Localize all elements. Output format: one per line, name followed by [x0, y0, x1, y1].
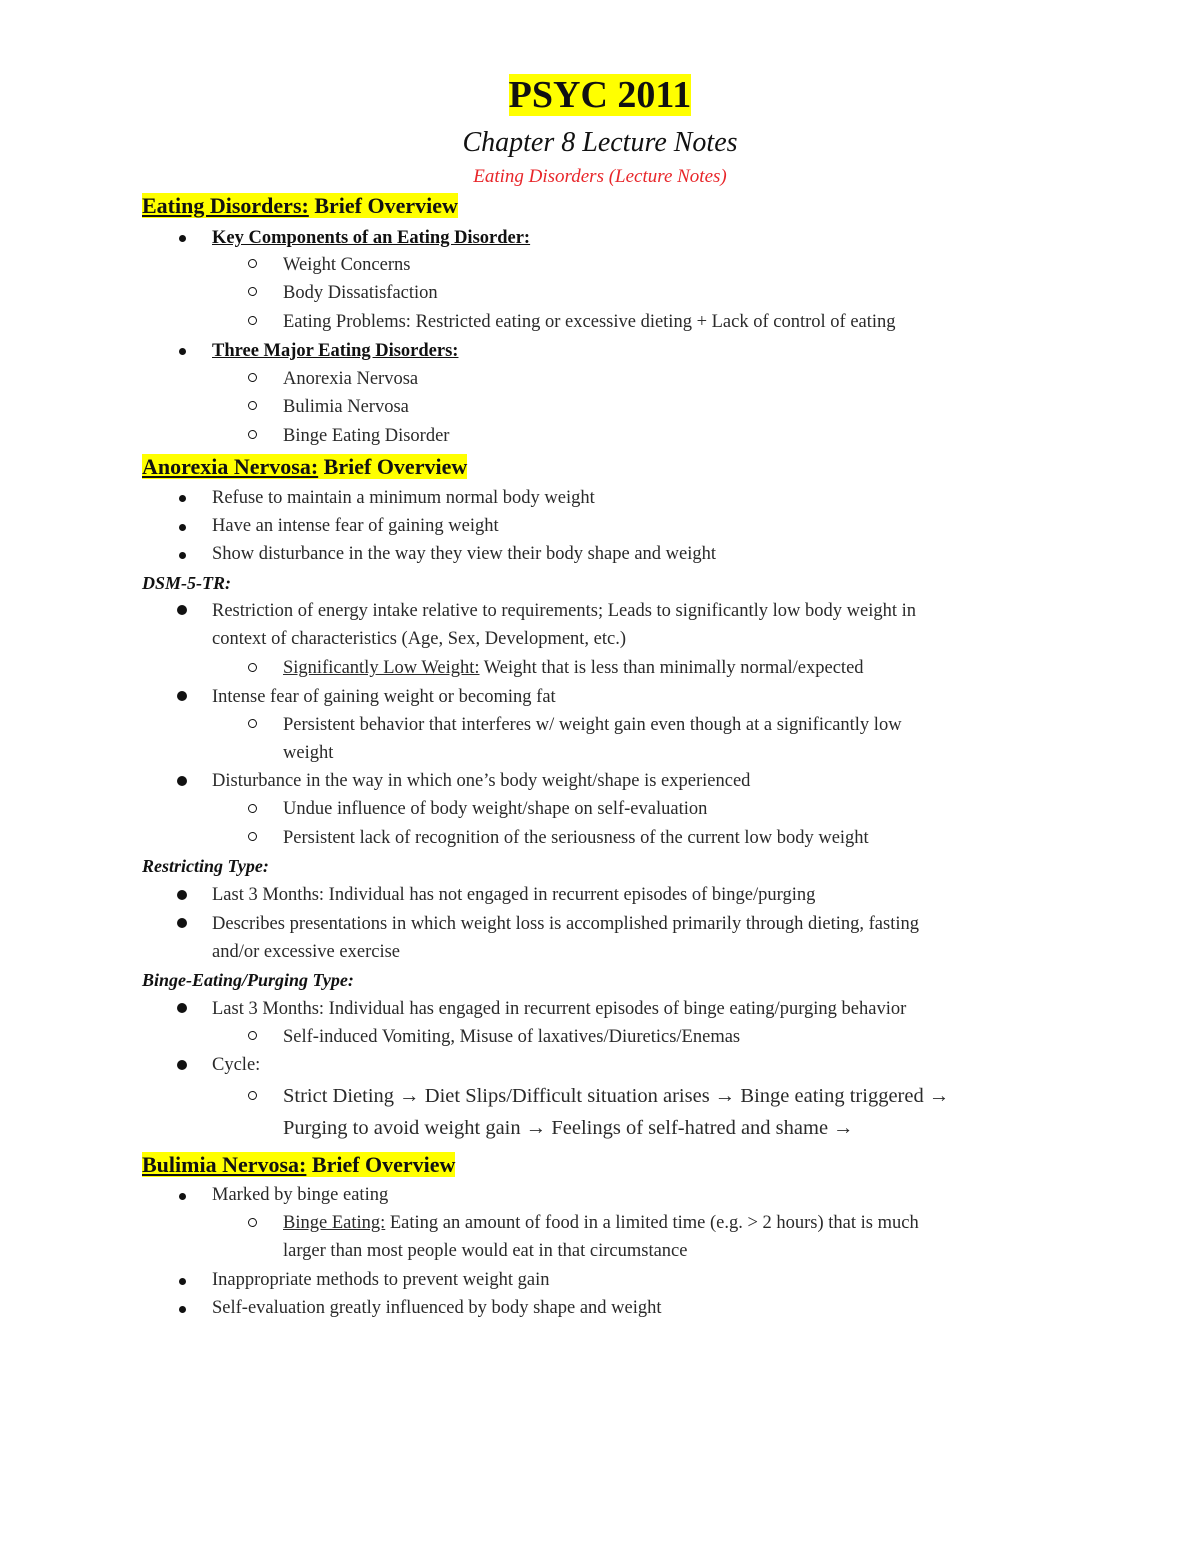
bullet-icon: [179, 1306, 186, 1313]
bullet-icon: [179, 552, 186, 559]
list-item: Eating Problems: Restricted eating or excessive dieting + Lack of control of eating: [283, 312, 896, 332]
list-item: Weight Concerns: [283, 255, 411, 275]
bullet-icon: [179, 235, 186, 242]
list-item: Persistent lack of recognition of the seriousness of the current low body weight: [283, 828, 869, 848]
list-item-continuation: context of characteristics (Age, Sex, Development, etc.): [212, 629, 627, 649]
circle-bullet-icon: [248, 719, 257, 728]
list-item: Persistent behavior that interferes w/ weight gain even though at a significantly low: [283, 715, 902, 735]
circle-bullet-icon: [248, 287, 257, 296]
bullet-icon: [177, 605, 187, 615]
list-item-continuation: weight: [283, 743, 334, 763]
list-item: Self-induced Vomiting, Misuse of laxatives/Diuretics/Enemas: [283, 1027, 741, 1047]
circle-bullet-icon: [248, 316, 257, 325]
list-item: Significantly Low Weight: Weight that is less than minimally normal/expected: [283, 658, 864, 678]
list-item: Disturbance in the way in which one’s body weight/shape is experienced: [212, 771, 751, 791]
page-title: PSYC 2011: [508, 74, 692, 116]
circle-bullet-icon: [248, 1218, 257, 1227]
list-item: Binge Eating: Eating an amount of food in a limited time (e.g. > 2 hours) that is much: [283, 1213, 919, 1233]
list-item: Intense fear of gaining weight or becoming fat: [212, 687, 556, 707]
list-item: Self-evaluation greatly influenced by body shape and weight: [212, 1298, 662, 1318]
subheading-dsm: DSM-5-TR:: [142, 573, 231, 593]
bullet-icon: [177, 691, 187, 701]
circle-bullet-icon: [248, 832, 257, 841]
bullet-icon: [179, 1193, 186, 1200]
bullet-icon: [179, 348, 186, 355]
list-item: Cycle:: [212, 1055, 261, 1075]
list-item: Have an intense fear of gaining weight: [212, 516, 499, 536]
circle-bullet-icon: [248, 259, 257, 268]
subheading-restricting-type: Restricting Type:: [142, 856, 269, 876]
circle-bullet-icon: [248, 373, 257, 382]
list-item: Marked by binge eating: [212, 1185, 389, 1205]
bullet-icon: [179, 1278, 186, 1285]
list-item: Last 3 Months: Individual has engaged in recurrent episodes of binge eating/purging behavior: [212, 999, 907, 1019]
list-item: Bulimia Nervosa: [283, 397, 409, 417]
list-item-continuation: and/or excessive exercise: [212, 942, 400, 962]
subheading-binge-purging-type: Binge-Eating/Purging Type:: [142, 970, 354, 990]
list-item: Three Major Eating Disorders:: [212, 341, 459, 361]
circle-bullet-icon: [248, 1031, 257, 1040]
circle-bullet-icon: [248, 401, 257, 410]
circle-bullet-icon: [248, 804, 257, 813]
section-heading-bulimia-nervosa: Bulimia Nervosa: Brief Overview: [142, 1152, 456, 1177]
list-item: Restriction of energy intake relative to requirements; Leads to significantly low body weight in: [212, 601, 917, 621]
circle-bullet-icon: [248, 663, 257, 672]
list-item-continuation: larger than most people would eat in that circumstance: [283, 1241, 688, 1261]
list-item: Undue influence of body weight/shape on self-evaluation: [283, 799, 708, 819]
section-heading-anorexia-nervosa: Anorexia Nervosa: Brief Overview: [142, 454, 468, 479]
list-item: Refuse to maintain a minimum normal body weight: [212, 488, 595, 508]
list-item: Last 3 Months: Individual has not engaged in recurrent episodes of binge/purging: [212, 885, 816, 905]
list-item-continuation: Purging to avoid weight gain → Feelings of self-hatred and shame →: [283, 1117, 854, 1139]
bullet-icon: [179, 495, 186, 502]
bullet-icon: [179, 524, 186, 531]
circle-bullet-icon: [248, 430, 257, 439]
list-item: Anorexia Nervosa: [283, 369, 419, 389]
page-topic: Eating Disorders (Lecture Notes): [473, 166, 727, 187]
list-item: Inappropriate methods to prevent weight gain: [212, 1270, 550, 1290]
bullet-icon: [177, 918, 187, 928]
list-item: Key Components of an Eating Disorder:: [212, 228, 531, 248]
bullet-icon: [177, 1060, 187, 1070]
list-item: Body Dissatisfaction: [283, 283, 438, 303]
page-subtitle: Chapter 8 Lecture Notes: [462, 127, 738, 158]
circle-bullet-icon: [248, 1091, 257, 1100]
section-heading-eating-disorders: Eating Disorders: Brief Overview: [142, 193, 458, 218]
bullet-icon: [177, 1003, 187, 1013]
bullet-icon: [177, 890, 187, 900]
list-item: Show disturbance in the way they view their body shape and weight: [212, 544, 717, 564]
list-item: Strict Dieting → Diet Slips/Difficult situation arises → Binge eating triggered →: [283, 1085, 950, 1107]
list-item: Binge Eating Disorder: [283, 426, 450, 446]
list-item: Describes presentations in which weight loss is accomplished primarily through dieting, fasting: [212, 914, 919, 934]
bullet-icon: [177, 776, 187, 786]
